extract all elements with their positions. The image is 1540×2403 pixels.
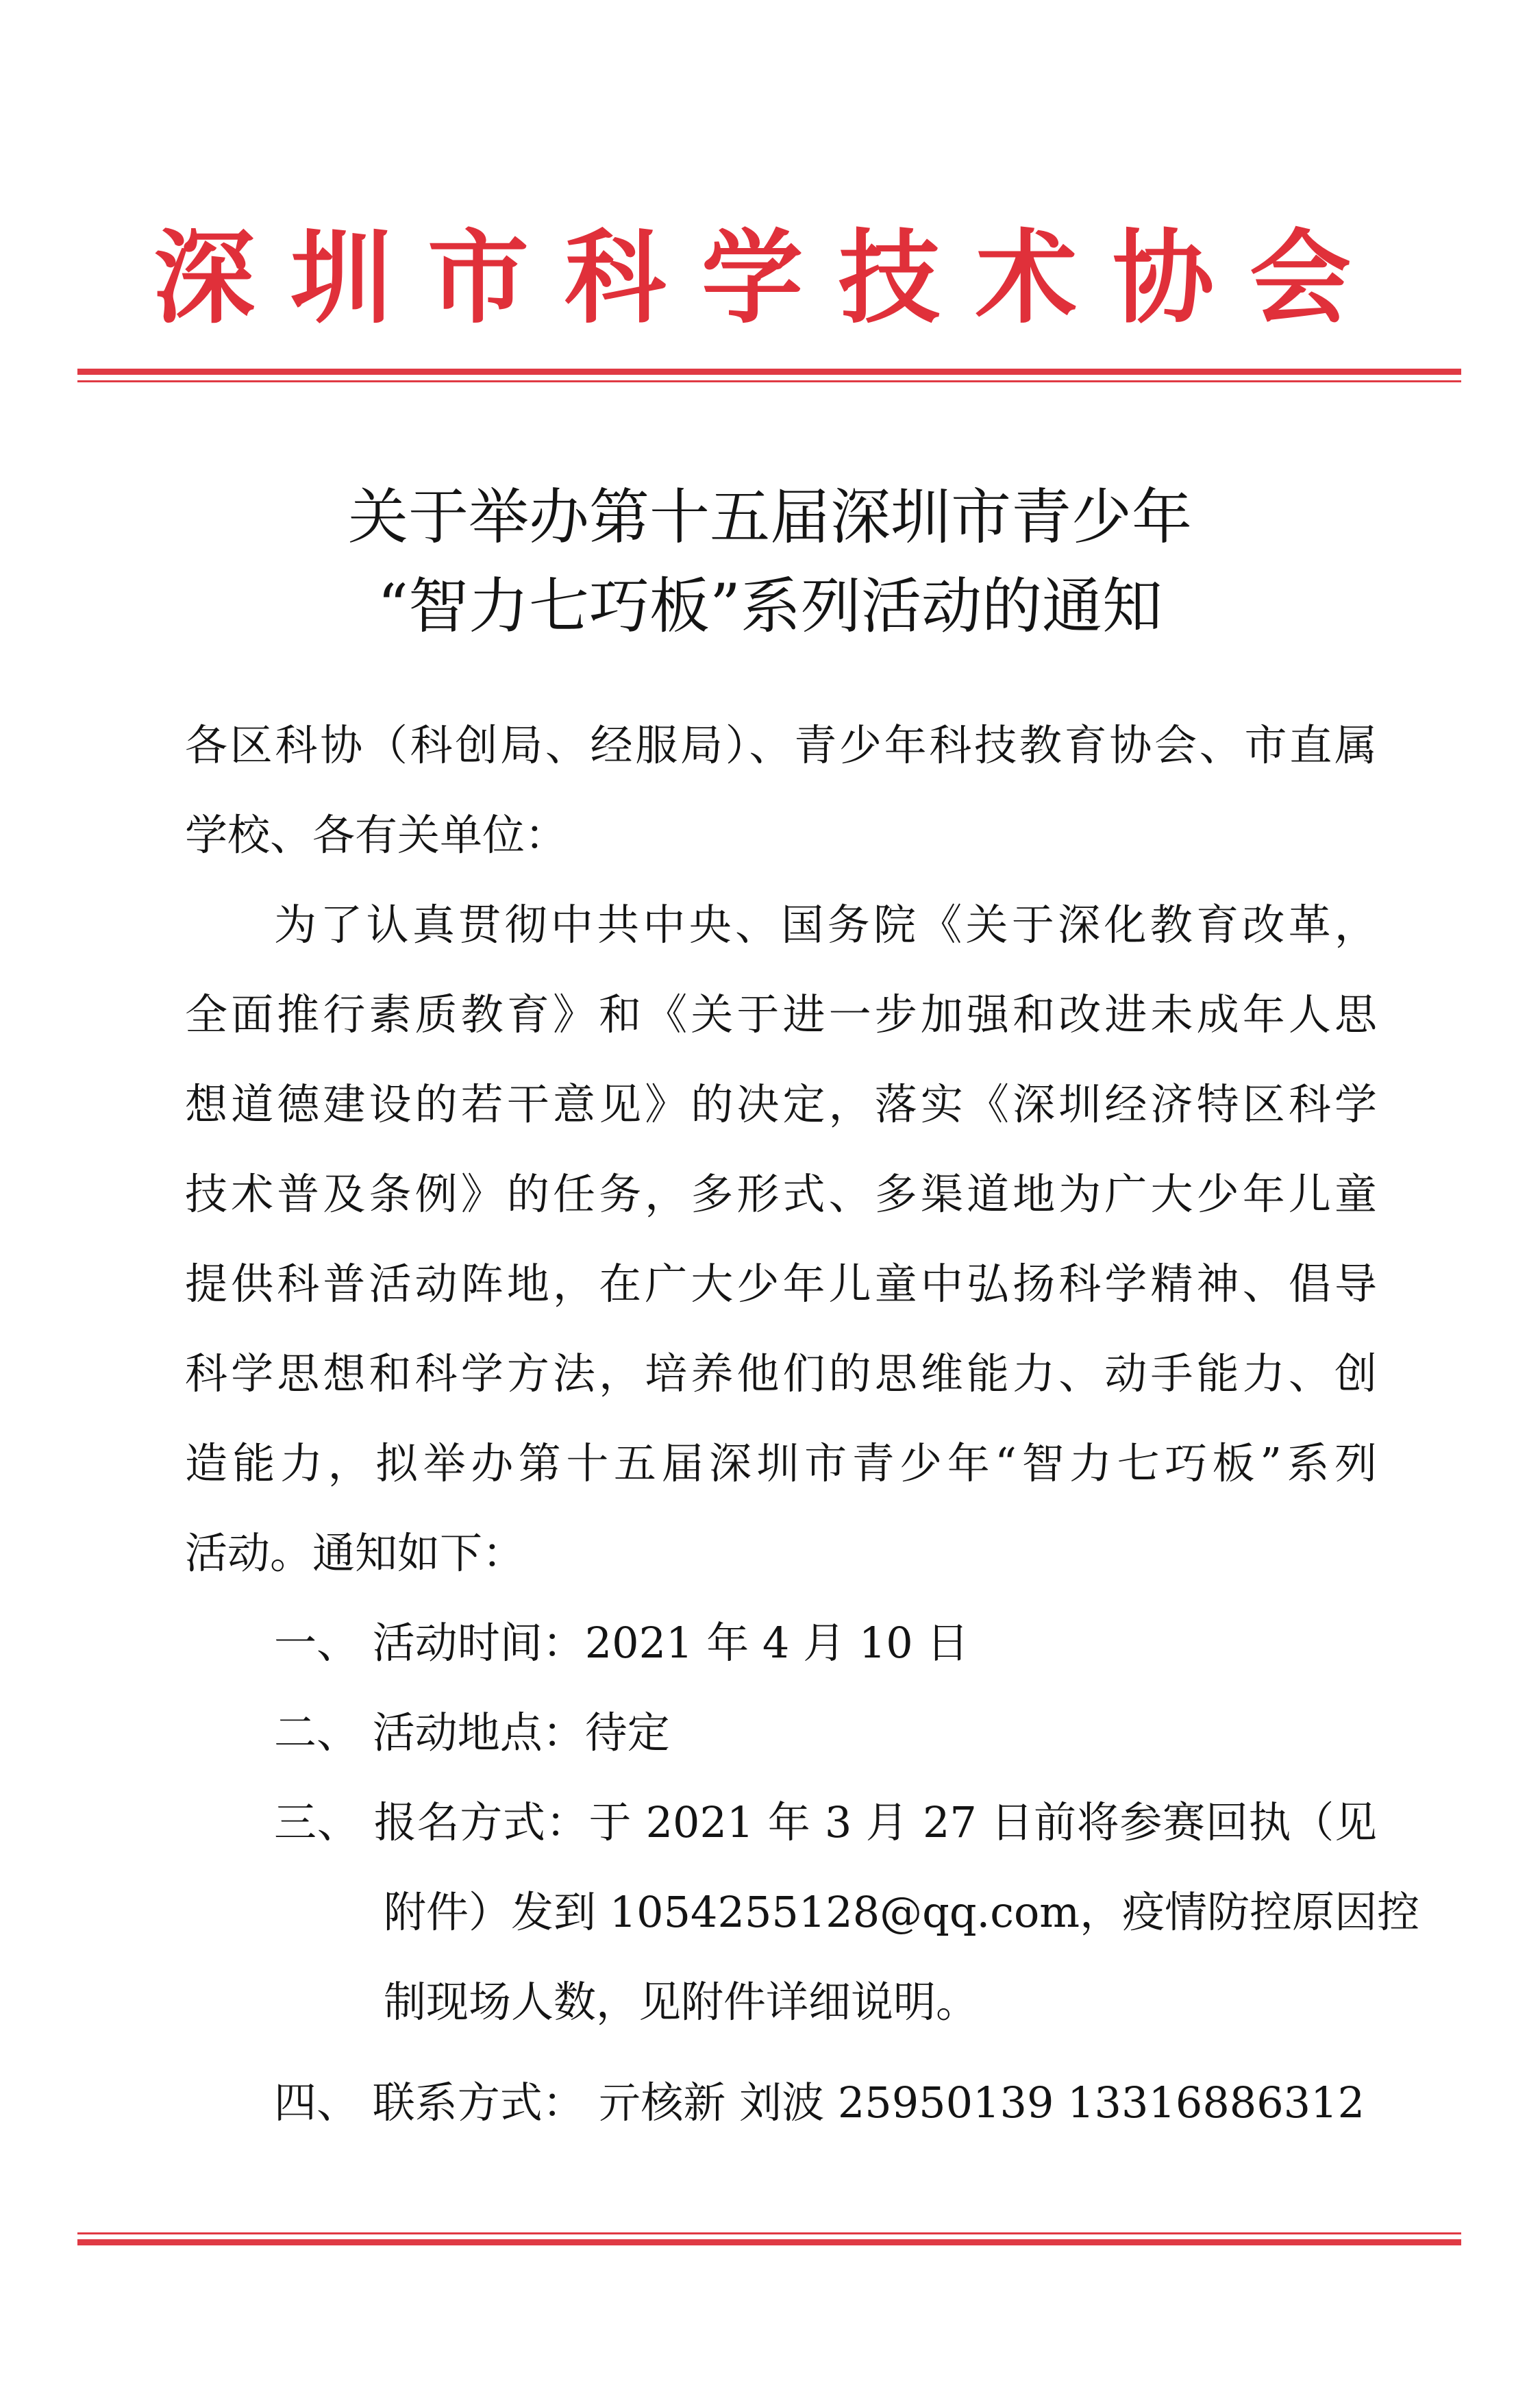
notice-title [103,473,1437,651]
paragraph-line: 全面推行素质教育》和《关于进一步加强和改进未成年人思 [185,989,1377,1039]
paragraph-line: 科学思想和科学方法，培养他们的思维能力、动手能力、创 [185,1348,1377,1398]
title-line-2: “智力七巧板”系列活动的通知 [377,571,1163,641]
paragraph-line: 造能力，拟举办第十五届深圳市青少年“智力七巧板”系列 [185,1438,1377,1488]
item-activity-location: 二、 活动地点：待定 [274,1708,670,1758]
organization-name: 深圳市科学技术协会 [153,218,1387,337]
paragraph-line: 技术普及条例》的任务，多形式、多渠道地为广大少年儿童 [185,1169,1377,1219]
item-registration: 三、 报名方式：于 2021 年 3 月 27 日前将参赛回执（见 [274,1797,1377,1847]
paragraph-line: 提供科普活动阵地，在广大少年儿童中弘扬科学精神、倡导 [185,1259,1377,1309]
paragraph-line: 活动。通知如下： [185,1528,525,1578]
addressee-line: 学校、各有关单位： [185,810,568,860]
footer-rule-thin [77,2232,1461,2234]
item-contact: 四、 联系方式： 亓核新 刘波 25950139 13316886312 [274,2078,1365,2128]
paragraph-line: 为了认真贯彻中共中央、国务院《关于深化教育改革， [274,900,1377,950]
notice-body [185,700,1420,2147]
title-line-1: 关于举办第十五届深圳市青少年 [347,482,1192,552]
item-registration-cont: 制现场人数，见附件详细说明。 [384,1977,979,2027]
paragraph-line: 想道德建设的若干意见》的决定，落实《深圳经济特区科学 [185,1079,1377,1129]
letterhead-rule-thin [77,380,1461,382]
item-activity-time: 一、 活动时间：2021 年 4 月 10 日 [274,1618,969,1668]
letterhead-rule-thick [77,369,1461,375]
addressee-line: 各区科协（科创局、经服局）、青少年科技教育协会、市直属 [185,720,1377,770]
footer-rule-thick [77,2239,1461,2245]
letterhead [75,206,1465,349]
item-registration-cont: 附件）发到 1054255128@qq.com，疫情防控原因控 [384,1887,1420,1937]
